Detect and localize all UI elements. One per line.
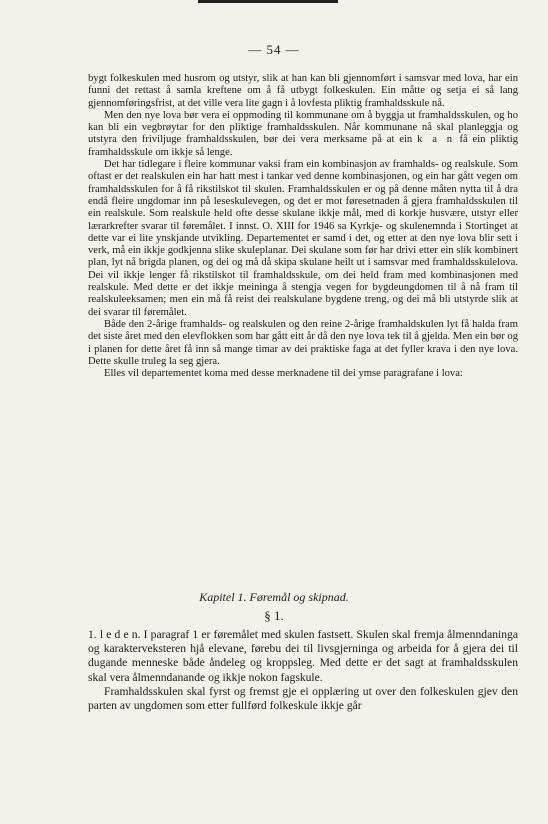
paragraph-5: Elles vil departementet koma med desse merknadene til dei ymse paragrafane i lova: [104,368,463,380]
top-rule [198,0,338,3]
paragraph-1: bygt folkeskulen med husrom og utstyr, slik at han kan bli gjennomført i samsvar med lova, har ein funni det rettast å samla kreftene om å få utbygt folkeskulen. Ein måtte og setja ei så lang gjennomføringsfrist, at det ville vera lite gagn i å lovfesta pliktig framhaldsskule nå. [88,73,518,109]
chapter-title: Kapitel 1. Føremål og skipnad. [199,590,349,604]
body-text [88,73,518,380]
paragraph-4: Både den 2-årige framhalds- og realskulen og den reine 2-årige framhaldskulen lyt få halda fram det siste året med den elevflokken som har gått eitt år då den nye lova tek til å gjelda. Men ein bør og i planen for dette året få inn så mange timar av dei praktiske faga at det fyller krava i den nye lova. Dette skulle truleg la seg gjera. [88,318,518,367]
section-paragraph-2: Framhaldsskulen skal fyrst og fremst gje ei opplæring ut over den folkeskulen gjev den parten av ungdomen som etter fullførd folkeskule ikkje går [88,684,518,713]
section-text [88,628,518,713]
section-title: § 1. [264,608,284,623]
paragraph-3: Det har tidlegare i fleire kommunar vaksi fram ein kombinasjon av framhalds- og realskule. Som oftast er det realskulen ein har hatt mest i tankar ved denne kombinasjonen, og ein har gått vegen om framhaldsskulen for å få rikstilskot til skulen. Framhaldsskulen er og på denne måten nytta til å dra endå fleire ungdomar inn på leseskulevegen, og det er mot føresetnaden å gjera framhaldsskulen til ein realskule. Som realskule held ofte desse skulane ikkje mål, med di korkje husvære, utstyr eller lærarkrefter svarar til føremålet. I innst. O. XIII for 1946 sa Kyrkje- og skulenemnda i Stortinget at dette var ei lite ynskjande utvikling. Departementet er samd i det, og etter at den nye lova blir sett i verk, må ein ikkje godkjenna slike skuleplanar. Dei skulane som før har drivi etter ein slik kombinert plan, lyt nå brigda planen, og dei og må då skipa skulane heilt ut i samsvar med framhaldsskulelova. Dei vil ikkje lenger få rikstilskot til framhaldsskule, om dei held fram med kombinasjonen med realskule. Med dette er det ikkje meininga å stengja vegen for bygdeungdomen til å nå fram til realskuleeksamen; men ein må få reist dei realskulane bygdene treng, og dei må bli utstyrde slik at dei svarar til føremålet. [88,159,518,318]
section-paragraph-1: 1. l e d e n. I paragraf 1 er føremålet med skulen fastsett. Skulen skal fremja ålmenndaninga og karakterveksteren hjå elevane, førebu dei til livsgjerninga og arbeida for å gjera dei til dugande menneske både åndeleg og kroppsleg. Med dette er det sagt at framhaldsskulen skal vera ålmenndanande og ikkje nokon fagskule. [88,628,518,684]
page-number: — 54 — [248,42,300,57]
paragraph-2: Men den nye lova bør vera ei oppmoding til kommunane om å byggja ut framhaldsskulen, og ho kan bli ein vegbrøytar for den pliktige framhaldsskulen. Når kommunane nå skal planleggja og utstyra den friviljuge framhaldsskulen, bør dei vera merksame på at ein k a n få ein pliktig framhaldsskule om ikkje så lenge. [88,109,518,158]
